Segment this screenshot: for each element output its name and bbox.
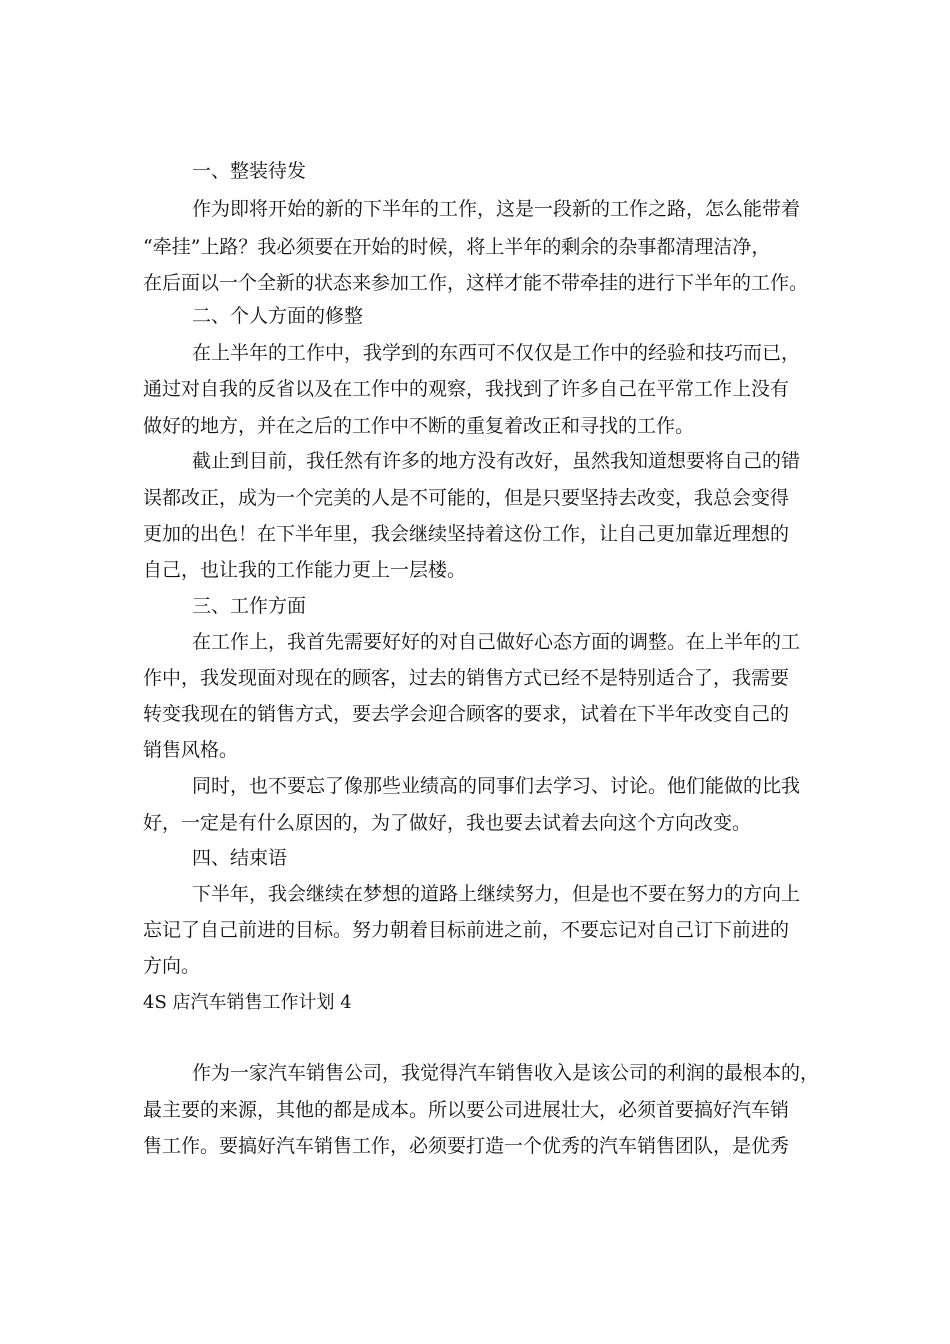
- paragraph-line: 作中，我发现面对现在的顾客，过去的销售方式已经不是特别适合了，我需要: [143, 667, 790, 689]
- paragraph-line: 自己，也让我的工作能力更上一层楼。: [143, 559, 467, 581]
- paragraph-line: 截止到目前，我任然有许多的地方没有改好，虽然我知道想要将自己的错: [192, 450, 801, 472]
- section-heading: 四、结束语: [192, 847, 288, 869]
- paragraph-line: 在后面以一个全新的状态来参加工作，这样才能不带牵挂的进行下半年的工作。: [143, 272, 809, 294]
- paragraph-line: 好，一定是有什么原因的，为了做好，我也要去试着去向这个方向改变。: [143, 812, 752, 834]
- paragraph-line: 在工作上，我首先需要好好的对自己做好心态方面的调整。在上半年的工: [192, 631, 801, 653]
- paragraph-line: 下半年，我会继续在梦想的道路上继续努力，但是也不要在努力的方向上: [192, 883, 801, 905]
- paragraph-line: 销售风格。: [143, 739, 239, 761]
- paragraph-line: “牵挂”上路？我必须要在开始的时候，将上半年的剩余的杂事都清理洁净，: [143, 236, 771, 258]
- paragraph-line: 作为一家汽车销售公司，我觉得汽车销售收入是该公司的利润的最根本的，: [192, 1062, 820, 1084]
- section-heading: 一、整装待发: [192, 160, 307, 182]
- paragraph-line: 同时，也不要忘了像那些业绩高的同事们去学习、讨论。他们能做的比我: [192, 775, 801, 797]
- paragraph-line: 方向。: [143, 955, 201, 977]
- section-heading: 三、工作方面: [192, 595, 307, 617]
- paragraph-line: 转变我现在的销售方式，要去学会迎合顾客的要求，试着在下半年改变自己的: [143, 703, 790, 725]
- paragraph-line: 忘记了自己前进的目标。努力朝着目标前进之前，不要忘记对自己订下前进的: [143, 919, 790, 941]
- paragraph-line: 做好的地方，并在之后的工作中不断的重复着改正和寻找的工作。: [143, 415, 695, 437]
- paragraph-line: 更加的出色！在下半年里，我会继续坚持着这份工作，让自己更加靠近理想的: [143, 523, 790, 545]
- document-title: 4S 店汽车销售工作计划 4: [143, 992, 352, 1013]
- paragraph-line: 通过对自我的反省以及在工作中的观察，我找到了许多自己在平常工作上没有: [143, 378, 790, 400]
- paragraph-line: 最主要的来源，其他的都是成本。所以要公司进展壮大，必须首要搞好汽车销: [143, 1099, 790, 1121]
- paragraph-line: 作为即将开始的新的下半年的工作，这是一段新的工作之路，怎么能带着: [192, 198, 801, 220]
- paragraph-line: 误都改正，成为一个完美的人是不可能的，但是只要坚持去改变，我总会变得: [143, 487, 790, 509]
- paragraph-line: 在上半年的工作中，我学到的东西可不仅仅是工作中的经验和技巧而已，: [192, 342, 801, 364]
- paragraph-line: 售工作。要搞好汽车销售工作，必须要打造一个优秀的汽车销售团队，是优秀: [143, 1135, 790, 1157]
- section-heading: 二、个人方面的修整: [192, 305, 364, 327]
